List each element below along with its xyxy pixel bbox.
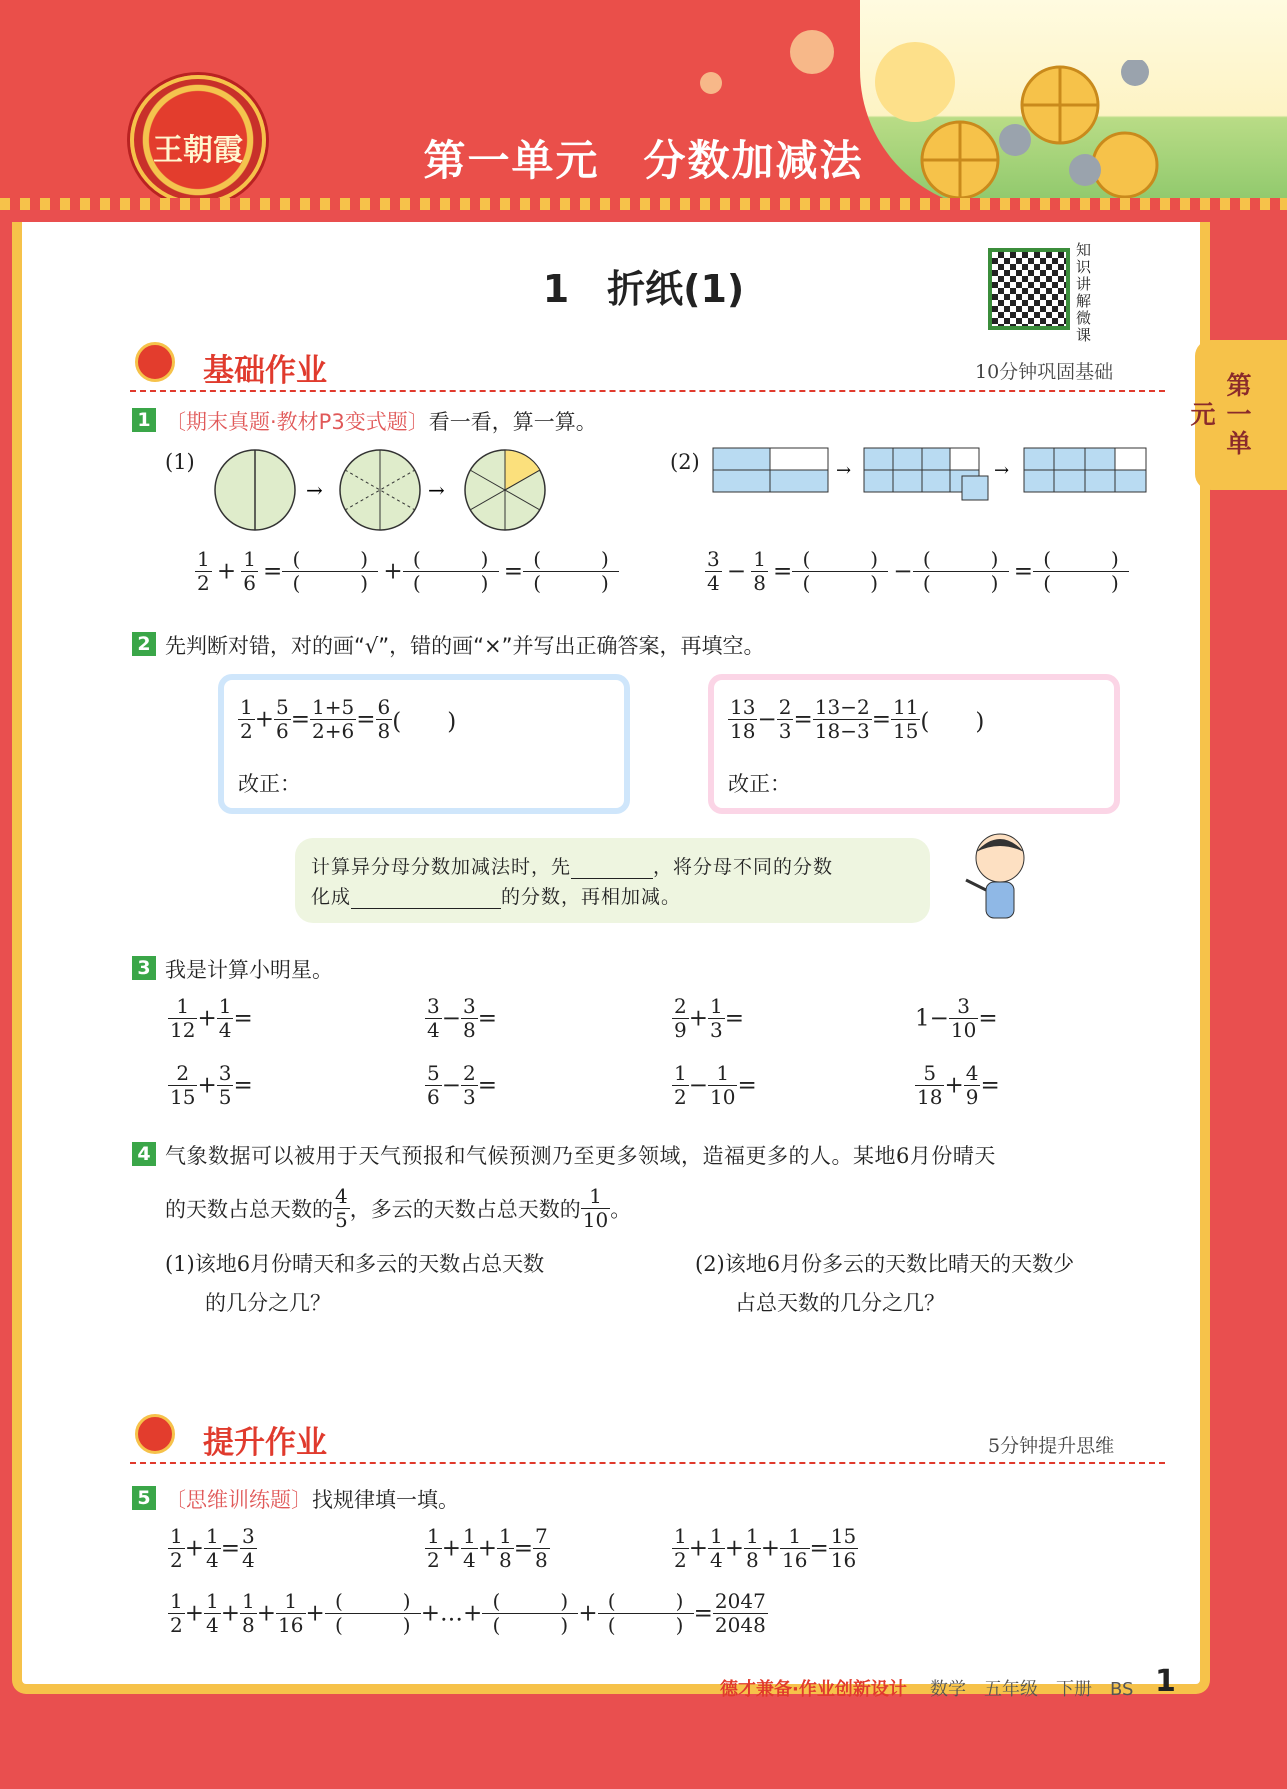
megaphone-icon xyxy=(135,342,175,382)
question-number: 1 xyxy=(132,408,156,432)
section-note: 10分钟巩固基础 xyxy=(975,361,1114,383)
fraction: $\frac{3}{4}$ xyxy=(707,547,720,595)
answer-blank[interactable]: ( ) ( ) xyxy=(325,1590,421,1637)
section-divider xyxy=(130,1462,1165,1464)
wavy-border xyxy=(0,198,1287,210)
pattern-row: $\frac{1}{2}$ + $\frac{1}{4}$ = $\frac{3}{4}$ xyxy=(170,1524,255,1572)
judge-blank[interactable]: ( ) xyxy=(392,709,457,735)
footer-series: 德才兼备·作业创新设计 xyxy=(720,1679,907,1700)
correction-card-1 xyxy=(218,674,630,814)
calc-item: $\frac{5}{18}$ + $\frac{4}{9}$ = xyxy=(917,1061,1000,1109)
calc-item: $\frac{2}{9}$ + $\frac{1}{3}$ = xyxy=(674,994,745,1042)
section-divider xyxy=(130,390,1165,392)
circle-folding-diagram xyxy=(210,445,550,535)
question-tag: 〔期末真题·教材P3变式题〕 xyxy=(165,410,429,434)
sub-question: (1)该地6月份晴天和多云的天数占总天数 xyxy=(165,1252,545,1276)
pattern-row: $\frac{1}{2}$ + $\frac{1}{4}$ + $\frac{1}{8}$ = $\frac{7}{8}$ xyxy=(427,1524,548,1572)
page-number: 1 xyxy=(1155,1664,1176,1699)
question-number: 2 xyxy=(132,632,156,656)
answer-blank[interactable]: ( ) ( ) xyxy=(282,548,378,595)
calc-item: $\frac{1}{12}$ + $\frac{1}{4}$ = xyxy=(170,994,253,1042)
question-prompt: 〔思维训练题〕找规律填一填。 xyxy=(165,1488,459,1512)
correction-label: 改正： xyxy=(728,772,791,796)
decor-dot xyxy=(790,30,834,74)
fill-blank[interactable] xyxy=(351,886,501,909)
equation-row: $\frac{3}{4}$ − $\frac{1}{8}$ = ( ) ( ) − ( ) ( ) = ( ) ( ) xyxy=(705,548,1129,595)
card-equation: $\frac{13}{18}$ − $\frac{2}{3}$ = $\frac{13-2}{18-3}$ = $\frac{11}{15}$ ( ) xyxy=(730,695,985,743)
sub-question: 占总天数的几分之几？ xyxy=(735,1291,945,1315)
answer-blank[interactable]: ( ) ( ) xyxy=(598,1590,694,1637)
tip-line-1: 计算异分母分数加减法时，先 ，将分母不同的分数 xyxy=(311,856,834,878)
bar-folding-diagram xyxy=(712,446,1152,506)
unit-title: 第一单元 分数加减法 xyxy=(423,136,864,185)
ellipsis: +…+ xyxy=(420,1600,483,1627)
section-note: 5分钟提升思维 xyxy=(988,1435,1115,1457)
fraction: $\frac{1}{6}$ xyxy=(243,547,256,595)
section-title: 提升作业 xyxy=(203,1425,327,1461)
fraction: $\frac{1}{8}$ xyxy=(753,547,766,595)
answer-blank[interactable]: ( ) ( ) xyxy=(403,548,499,595)
page-header xyxy=(0,0,1287,210)
question-text: 的天数占总天数的 $\frac{4}{5}$ ，多云的天数占总天数的 $\frac{1}{10}$ 。 xyxy=(165,1184,632,1232)
correction-label: 改正： xyxy=(238,772,301,796)
question-number: 3 xyxy=(132,956,156,980)
question-text: 先判断对错，对的画“√”，错的画“×”并写出正确答案，再填空。 xyxy=(165,634,765,658)
answer-blank[interactable]: ( ) ( ) xyxy=(913,548,1009,595)
question-prompt xyxy=(165,406,597,436)
question-number: 4 xyxy=(132,1142,156,1166)
answer-blank[interactable]: ( ) ( ) xyxy=(1033,548,1129,595)
brand-name: 王朝霞 xyxy=(153,133,243,168)
question-number: 5 xyxy=(132,1486,156,1510)
lesson-title: 1 折纸(1) xyxy=(542,267,745,311)
tip-bubble xyxy=(295,838,930,923)
question-text: 气象数据可以被用于天气预报和气候预测乃至更多领域，造福更多的人。某地6月份晴天 xyxy=(165,1144,996,1168)
pattern-row: $\frac{1}{2}$ + $\frac{1}{4}$ + $\frac{1}{8}$ + $\frac{1}{16}$ + ( ) ( ) +…+ ( ) ( ) + ( ) ( ) = $\frac{2047}{2048}$ xyxy=(170,1589,766,1637)
answer-blank[interactable]: ( ) ( ) xyxy=(523,548,619,595)
question-text: 我是计算小明星。 xyxy=(165,958,333,982)
svg-text:→: → xyxy=(428,478,445,502)
sub-question: 的几分之几？ xyxy=(205,1291,331,1315)
svg-text:→: → xyxy=(306,478,323,502)
fraction: $\frac{1}{2}$ xyxy=(197,547,210,595)
judge-blank[interactable]: ( ) xyxy=(920,709,985,735)
qr-code-icon[interactable] xyxy=(988,248,1070,330)
question-text: 看一看，算一算。 xyxy=(428,410,597,434)
calc-item: $\frac{3}{4}$ − $\frac{3}{8}$ = xyxy=(427,994,498,1042)
pattern-row: $\frac{1}{2}$ + $\frac{1}{4}$ + $\frac{1}{8}$ + $\frac{1}{16}$ = $\frac{15}{16}$ xyxy=(674,1524,857,1572)
answer-blank[interactable]: ( ) ( ) xyxy=(482,1590,578,1637)
calc-item: $\frac{2}{15}$ + $\frac{3}{5}$ = xyxy=(170,1061,253,1109)
equation-row: $\frac{1}{2}$ + $\frac{1}{6}$ = ( ) ( ) + ( ) ( ) = ( ) ( ) xyxy=(195,548,619,595)
unit-side-tab: 第一单元 xyxy=(1195,340,1287,490)
decor-dot xyxy=(700,72,722,94)
sub-question: (2)该地6月份多云的天数比晴天的天数少 xyxy=(695,1252,1075,1276)
calc-item: 1− $\frac{3}{10}$ = xyxy=(915,994,998,1042)
svg-text:→: → xyxy=(994,460,1010,481)
svg-text:→: → xyxy=(836,460,852,481)
calc-item: $\frac{1}{2}$ − $\frac{1}{10}$ = xyxy=(674,1061,757,1109)
boy-character-illustration xyxy=(960,828,1040,928)
qr-label: 知识讲解微课 xyxy=(1076,241,1092,344)
part-label: (1) xyxy=(165,450,195,474)
card-equation: $\frac{1}{2}$ + $\frac{5}{6}$ = $\frac{1+5}{2+6}$ = $\frac{6}{8}$ ( ) xyxy=(240,695,457,743)
operator: − xyxy=(726,558,747,585)
correction-card-2 xyxy=(708,674,1120,814)
fill-blank[interactable] xyxy=(571,856,653,879)
megaphone-icon xyxy=(135,1414,175,1454)
operator: + xyxy=(216,558,237,585)
part-label: (2) xyxy=(670,450,700,474)
section-title: 基础作业 xyxy=(203,353,327,389)
calc-item: $\frac{5}{6}$ − $\frac{2}{3}$ = xyxy=(427,1061,498,1109)
footer-info: 数学 五年级 下册 BS xyxy=(930,1679,1134,1700)
tip-line-2: 化成 的分数，再相加减。 xyxy=(311,886,682,908)
answer-blank[interactable]: ( ) ( ) xyxy=(792,548,888,595)
